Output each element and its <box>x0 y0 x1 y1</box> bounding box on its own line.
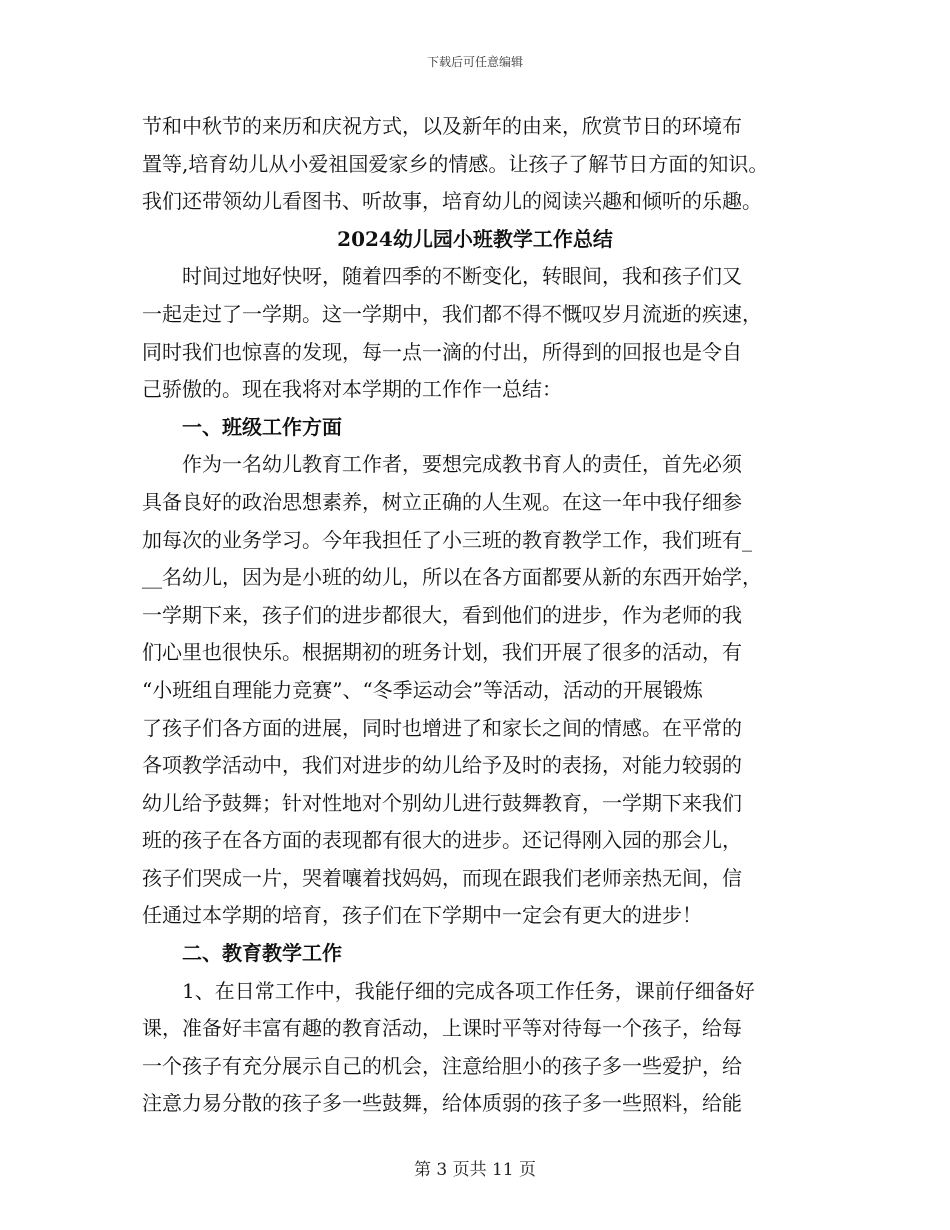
section-heading: 二、教育教学工作 <box>142 941 342 966</box>
body-text-line: 一个孩子有充分展示自己的机会，注意给胆小的孩子多一些爱护，给 <box>142 1053 742 1078</box>
body-text-line: 置等,培育幼儿从小爱祖国爱家乡的情感。让孩子了解节日方面的知识。 <box>142 151 769 176</box>
body-text-line: 任通过本学期的培育，孩子们在下学期中一定会有更大的进步！ <box>142 903 702 928</box>
section-heading: 一、班级工作方面 <box>142 414 342 439</box>
page-header: 下载后可任意编辑 <box>426 55 523 69</box>
body-text-line: 一学期下来，孩子们的进步都很大，看到他们的进步，作为老师的我 <box>142 602 742 627</box>
body-text-line: 了孩子们各方面的进展，同时也增进了和家长之间的情感。在平常的 <box>142 715 742 740</box>
body-text-line: 时间过地好快呀，随着四季的不断变化，转眼间，我和孩子们又 <box>142 264 742 289</box>
body-text-line: 各项教学活动中，我们对进步的幼儿给予及时的表扬，对能力较弱的 <box>142 753 742 778</box>
body-text-line: “小班组自理能力竞赛”、“冬季运动会”等活动，活动的开展锻炼 <box>142 677 703 702</box>
body-text-line: 加每次的业务学习。今年我担任了小三班的教育教学工作，我们班有_ <box>142 527 752 552</box>
body-text-line: 我们还带领幼儿看图书、听故事，培育幼儿的阅读兴趣和倾听的乐趣。 <box>142 189 762 214</box>
body-text-line: 1、在日常工作中，我能仔细的完成各项工作任务，课前仔细备好 <box>142 978 755 1003</box>
body-text-line: 孩子们哭成一片，哭着嚷着找妈妈，而现在跟我们老师亲热无间，信 <box>142 865 742 890</box>
body-text-line: 注意力易分散的孩子多一些鼓舞，给体质弱的孩子多一些照料，给能 <box>142 1091 742 1116</box>
body-text-line: 己骄傲的。现在我将对本学期的工作作一总结： <box>142 377 562 402</box>
page-footer: 第 3 页共 11 页 <box>413 1160 537 1180</box>
document-body <box>142 108 808 1123</box>
body-text-line: 班的孩子在各方面的表现都有很大的进步。还记得刚入园的那会儿， <box>142 828 742 853</box>
body-text-line: 们心里也很快乐。根据期初的班务计划，我们开展了很多的活动，有 <box>142 640 742 665</box>
body-text-line: 作为一名幼儿教育工作者，要想完成教书育人的责任，首先必须 <box>142 452 742 477</box>
body-text-line: 同时我们也惊喜的发现，每一点一滴的付出，所得到的回报也是令自 <box>142 339 742 364</box>
body-text-line: 课，准备好丰富有趣的教育活动，上课时平等对待每一个孩子，给每 <box>142 1016 742 1041</box>
body-text-line: __名幼儿，因为是小班的幼儿，所以在各方面都要从新的东西开始学， <box>142 565 762 590</box>
document-title: 2024幼儿园小班教学工作总结 <box>337 226 613 251</box>
body-text-line: 一起走过了一学期。这一学期中，我们都不得不慨叹岁月流逝的疾速， <box>142 301 762 326</box>
body-text-line: 具备良好的政治思想素养，树立正确的人生观。在这一年中我仔细参 <box>142 489 742 514</box>
body-text-line: 节和中秋节的来历和庆祝方式，以及新年的由来，欣赏节日的环境布 <box>142 114 742 138</box>
body-text-line: 幼儿给予鼓舞；针对性地对个别幼儿进行鼓舞教育，一学期下来我们 <box>142 790 742 815</box>
